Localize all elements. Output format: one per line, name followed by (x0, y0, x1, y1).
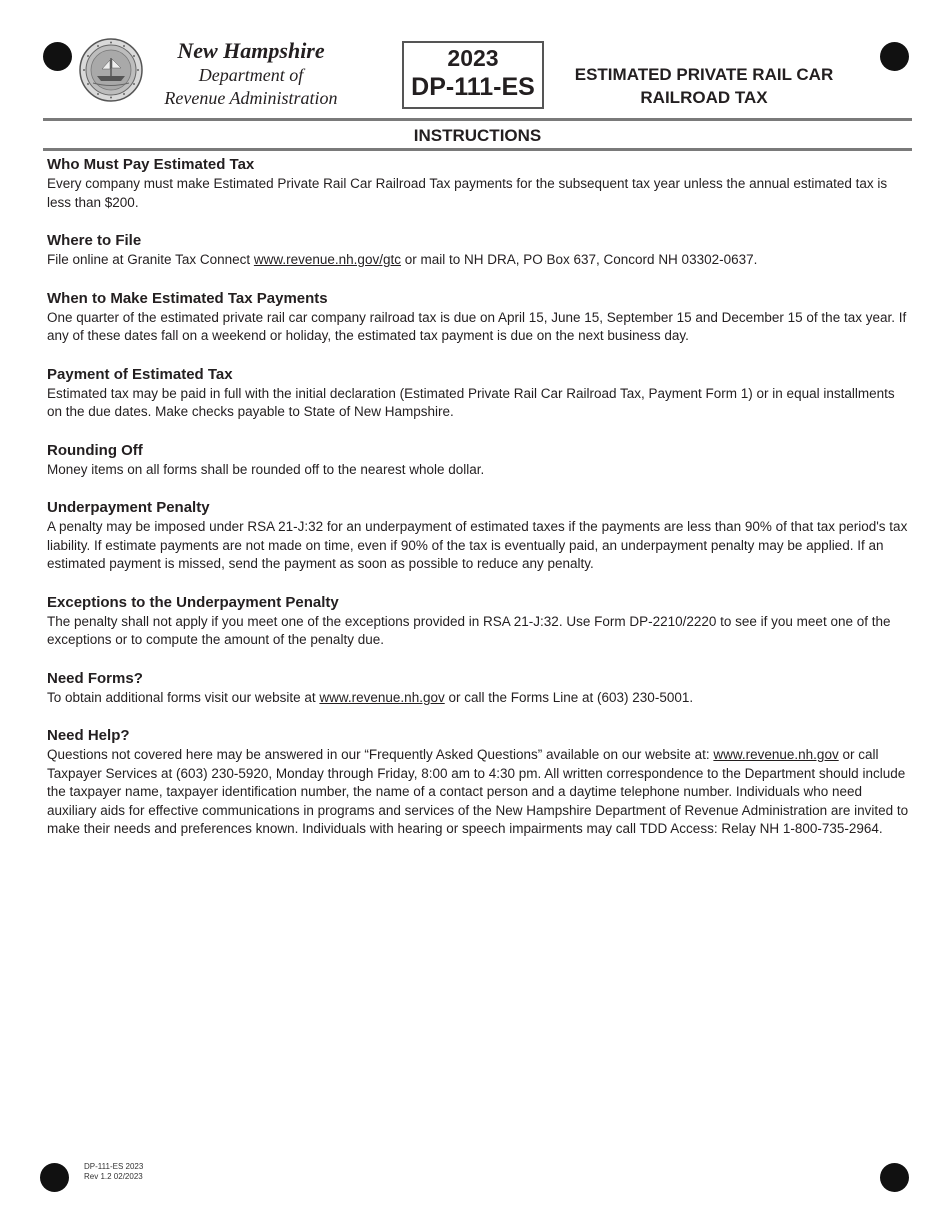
form-title-line1: ESTIMATED PRIVATE RAIL CAR (574, 65, 834, 84)
body-text: File online at Granite Tax Connect (47, 252, 254, 267)
section-need-forms (47, 669, 909, 708)
section-heading: Who Must Pay Estimated Tax (47, 156, 255, 173)
state-seal-icon (79, 38, 143, 102)
section-need-help (47, 726, 909, 839)
section-body: Estimated tax may be paid in full with the initial declaration (Estimated Private Rail Car Railroad Tax, Payment Form 1) or in equal installments on the due dates. Make checks payable to State of New Hampshire. (47, 385, 895, 419)
section-exceptions (47, 593, 909, 650)
form-number-box (402, 41, 544, 109)
body-text: or mail to NH DRA, PO Box 637, Concord NH 03302-0637. (400, 252, 758, 267)
section-body: The penalty shall not apply if you meet one of the exceptions provided in RSA 21-J:32. Use Form DP-2210/2220 to see if you meet one of the exceptions or to compute the amount of the penalty due. (47, 613, 891, 647)
agency-department: Department of (198, 65, 304, 85)
revenue-website-link[interactable]: www.revenue.nh.gov (319, 689, 445, 705)
instructions-heading: INSTRUCTIONS (413, 126, 542, 145)
section-body (47, 746, 909, 839)
footer-revision (84, 1162, 143, 1182)
section-heading: Underpayment Penalty (47, 499, 210, 516)
body-text: or call Taxpayer Services at (603) 230-5920, Monday through Friday, 8:00 am to 4:30 pm. All written correspondence to the Department should include the taxpayer name, taxpayer identification number, the name of a contact person and a daytime telephone number. Individuals who need auxiliary aids for effective communications in programs and services of the New Hampshire Department of Revenue Administration are invited to make their needs and preferences known. Individuals with hearing or speech impairments may call TDD Access: Relay NH 1-800-735-2964. (47, 747, 909, 836)
section-when-to-pay (47, 289, 909, 346)
section-payment (47, 365, 909, 422)
section-heading: Need Forms? (47, 669, 143, 687)
footer-revision-date: Rev 1.2 02/2023 (84, 1172, 143, 1181)
section-heading: Where to File (47, 232, 142, 249)
section-heading: Exceptions to the Underpayment Penalty (47, 593, 339, 611)
revenue-website-link[interactable]: www.revenue.nh.gov (713, 747, 839, 762)
granite-tax-connect-link[interactable]: www.revenue.nh.gov/gtc (253, 252, 401, 267)
form-number: DP-111-ES (411, 73, 535, 101)
agency-state: New Hampshire (177, 38, 325, 63)
section-heading: Need Help? (47, 727, 130, 744)
section-heading: When to Make Estimated Tax Payments (47, 289, 328, 307)
section-rounding (47, 441, 909, 480)
section-body (47, 689, 909, 708)
header-divider-bottom (43, 148, 912, 151)
agency-name (140, 38, 362, 110)
section-body: Money items on all forms shall be rounded off to the nearest whole dollar. (47, 461, 485, 477)
registration-dot-icon (43, 42, 72, 71)
body-text: or call the Forms Line at (603) 230-5001. (444, 689, 694, 705)
form-title-line2: RAILROAD TAX (640, 88, 768, 107)
section-underpayment-penalty (47, 498, 909, 574)
form-title (552, 63, 856, 109)
instructions-content (47, 155, 909, 858)
body-text: To obtain additional forms visit our website at (47, 689, 320, 705)
section-heading: Rounding Off (47, 441, 143, 459)
registration-dot-icon (880, 1163, 909, 1192)
body-text: Questions not covered here may be answered in our “Frequently Asked Questions” available on our website at: (47, 747, 714, 762)
section-body: Every company must make Estimated Private Rail Car Railroad Tax payments for the subsequent tax year unless the annual estimated tax is less than $200. (47, 176, 888, 210)
registration-dot-icon (880, 42, 909, 71)
form-year: 2023 (447, 45, 499, 71)
section-body: One quarter of the estimated private rail car company railroad tax is due on April 15, June 15, September 15 and December 15 of the tax year. If any of these dates fall on a weekend or holiday, the estimated tax payment is due on the next business day. (47, 309, 907, 343)
section-where-to-file (47, 231, 909, 270)
section-heading: Payment of Estimated Tax (47, 365, 233, 383)
section-body (47, 251, 909, 270)
section-body: A penalty may be imposed under RSA 21-J:32 for an underpayment of estimated taxes if the payments are less than 90% of that tax period's tax liability. If estimate payments are not made on time, even if 90% of the tax is eventually paid, an underpayment penalty may be applied. If an estimated payment is missed, send the payment as soon as possible to reduce any penalty. (47, 519, 908, 571)
header-divider-top (43, 118, 912, 121)
registration-dot-icon (40, 1163, 69, 1192)
footer-form-code: DP-111-ES 2023 (84, 1162, 144, 1171)
section-who-must-pay (47, 155, 909, 212)
agency-administration: Revenue Administration (164, 88, 338, 108)
